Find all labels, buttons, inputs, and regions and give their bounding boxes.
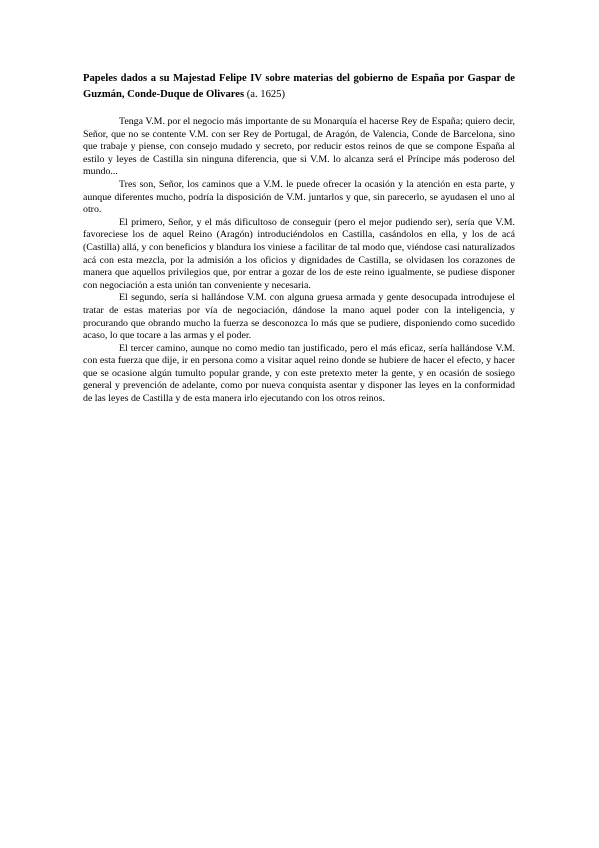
- paragraph-1: Tenga V.M. por el negocio más importante de su Monarquía el hacerse Rey de España; quiero decir, Señor, que no se contente V.M. con ser Rey de Portugal, de Aragón, de Valencia, Conde de Barcelona, sino que trabaje y piense, con consejo mudado y secreto, por reducir estos reinos de que se compone España al estilo y leyes de Castilla sin ninguna diferencia, que si V.M. lo alcanza será el Príncipe más poderoso del mundo...: [83, 116, 515, 178]
- paragraph-3: El primero, Señor, y el más dificultoso de conseguir (pero el mejor pudiendo ser), sería que V.M. favoreciese los de aquel Reino (Aragón) introduciéndolos en Castilla, casándolos en ella, y los de acá (Castilla) allá, y con beneficios y blandura los viniese a facilitar de tal modo que, viéndose casi naturalizados acá con esta mezcla, por la admisión a los oficios y dignidades de Castilla, se olvidasen los corazones de manera que aquellos privilegios que, por entrar a gozar de los de este reino igualmente, se pudiese disponer con negociación a esta unión tan conveniente y necesaria.: [83, 216, 515, 291]
- paragraph-2: Tres son, Señor, los caminos que a V.M. le puede ofrecer la ocasión y la atención en esta parte, y aunque diferentes mucho, podría la disposición de V.M. juntarlos y que, sin parecerlo, se ayudasen el uno al otro.: [83, 178, 515, 216]
- paragraph-5: El tercer camino, aunque no como medio tan justificado, pero el más eficaz, sería hallándose V.M. con esta fuerza que dije, ir en persona como a visitar aquel reino donde se hubiere de hacer el efecto, y hacer que se ocasione algún tumulto popular grande, y con este pretexto meter la gente, y en ocasión de sosiego general y prevención de adelante, como por nueva conquista asentar y disponer las leyes en la conformidad de las leyes de Castilla y de esta manera irlo ejecutando con los otros reinos.: [83, 342, 515, 405]
- document-title: [83, 71, 515, 103]
- title-text: Papeles dados a su Majestad Felipe IV sobre materias del gobierno de España por Gaspar de Guzmán, Conde-Duque de Olivares: [83, 73, 515, 100]
- paragraph-4: El segundo, sería si hallándose V.M. con alguna gruesa armada y gente desocupada introdujese el tratar de estas materias por vía de negociación, dándose la mano aquel poder con la inteligencia, y procurando que obrando mucho la fuerza se desconozca lo más que se pudiere, disponiendo como sucedido acaso, lo que tocare a las armas y el poder.: [83, 292, 515, 342]
- title-date: (a. 1625): [246, 89, 285, 100]
- document-body: [83, 71, 515, 406]
